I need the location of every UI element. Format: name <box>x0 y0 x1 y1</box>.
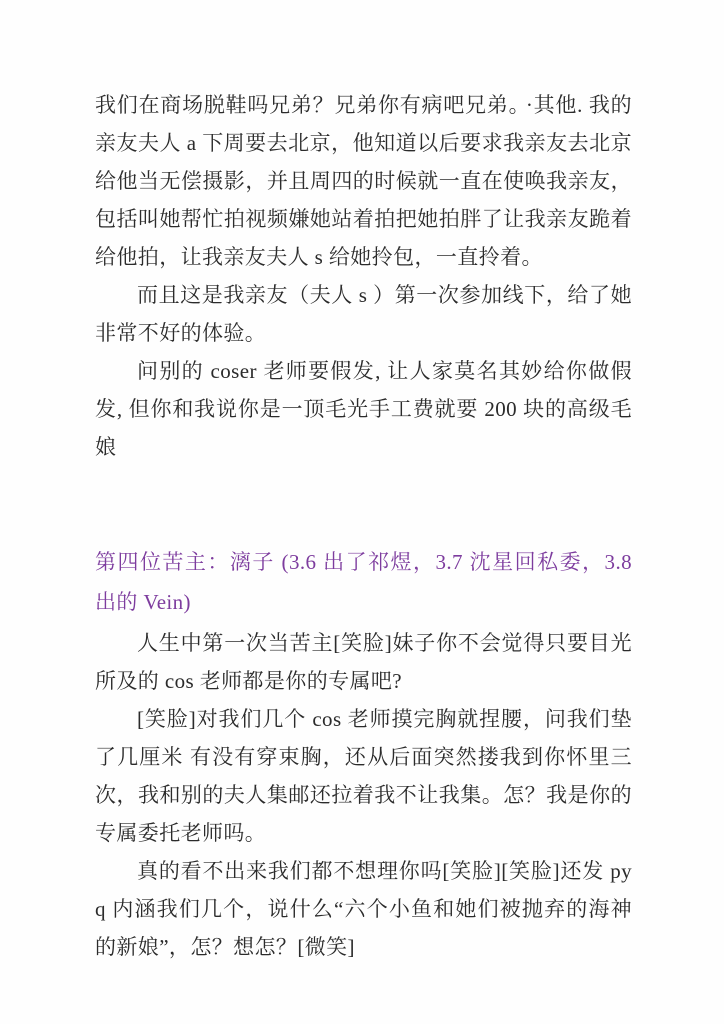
paragraph-victim4-1: 人生中第一次当苦主[笑脸]妹子你不会觉得只要目光所及的 cos 老师都是你的专属吧? <box>95 631 632 693</box>
paragraph-victim4-2: [笑脸]对我们几个 cos 老师摸完胸就捏腰，问我们垫了几厘米 有没有穿束胸，还从后面突然搂我到你怀里三次，我和别的夫人集邮还拉着我不让我集。怎？我是你的专属委托老师吗｡ <box>95 707 632 845</box>
document-content <box>95 86 632 966</box>
section-heading-victim4: 第四位苦主：漓子 (3.6 出了祁煜，3.7 沈星回私委，3.8 出的 Vein) <box>95 550 632 614</box>
paragraph-victim3-continued: 我们在商场脱鞋吗兄弟？兄弟你有病吧兄弟｡ ·其他. 我的亲友夫人 a 下周要去北京，他知道以后要求我亲友去北京给他当无偿摄影，并且周四的时候就一直在使唤我亲友，包括叫她帮忙拍视频嫌她站着拍把她拍胖了让我亲友跪着给他拍，让我亲友夫人 s 给她拎包，一直拎着。 <box>95 93 632 269</box>
paragraph-wig: 问别的 coser 老师要假发, 让人家莫名其妙给你做假发, 但你和我说你是一顶毛光手工费就要 200 块的高级毛娘 <box>95 359 632 459</box>
paragraph-first-offline: 而且这是我亲友（夫人 s ）第一次参加线下，给了她非常不好的体验。 <box>95 283 632 345</box>
paragraph-victim4-3: 真的看不出来我们都不想理你吗[笑脸][笑脸]还发 pyq 内涵我们几个，说什么“六个小鱼和她们被抛弃的海神的新娘”，怎？想怎？[微笑] <box>95 859 632 959</box>
